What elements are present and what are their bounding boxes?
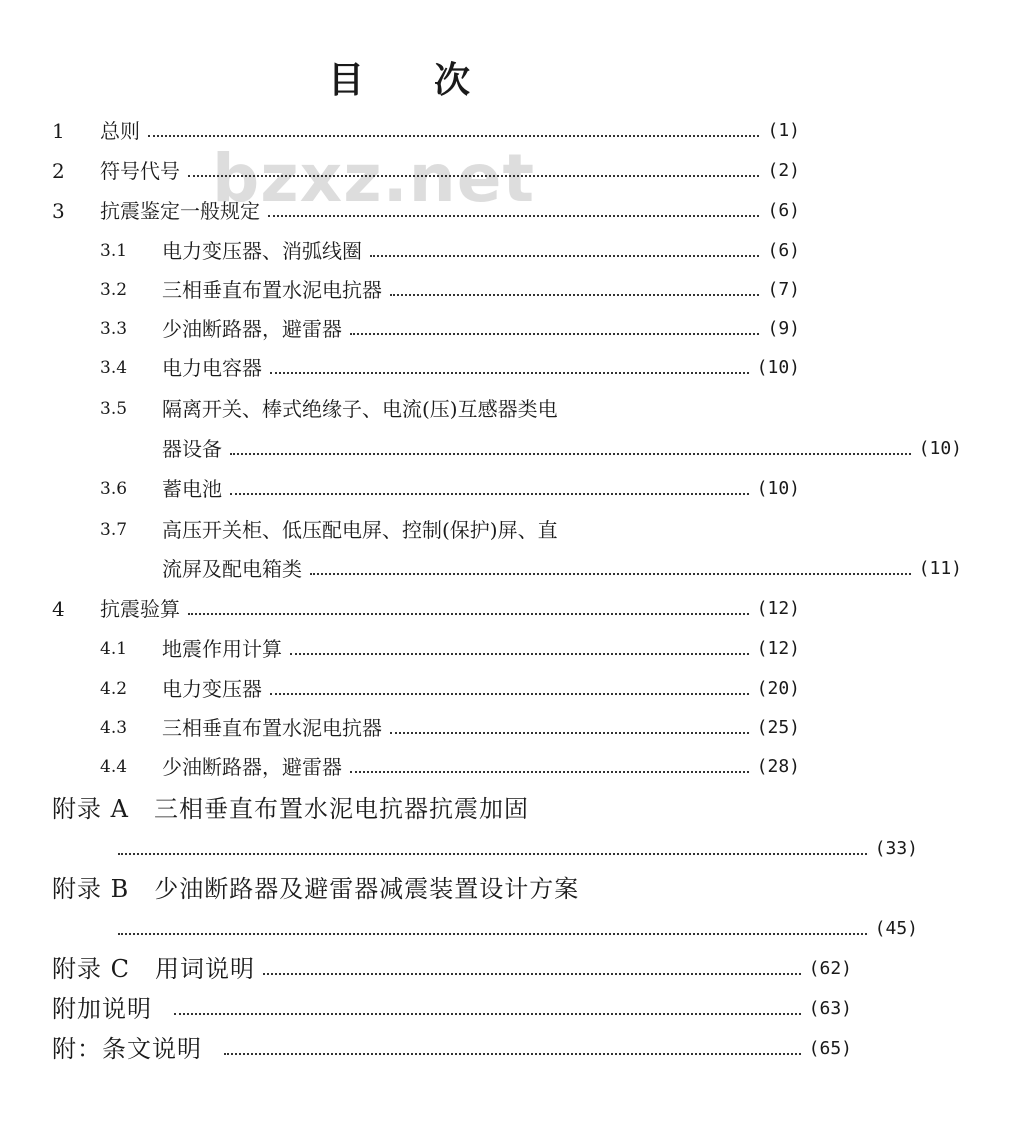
toc-label: 附录 C 用词说明 <box>52 955 255 983</box>
toc-number: 4.1 <box>100 639 128 659</box>
toc-entry-3-4[interactable] <box>0 349 858 381</box>
toc-entry-3-7-cont[interactable] <box>0 550 1020 582</box>
toc-entry-3-6[interactable] <box>0 470 858 502</box>
toc-page: (7) <box>767 279 800 300</box>
dot-leader <box>224 1053 801 1055</box>
toc-label: 电力电容器 <box>162 356 262 380</box>
toc-number: 3.2 <box>100 280 128 300</box>
dot-leader <box>370 255 759 257</box>
toc-number: 2 <box>52 159 65 183</box>
toc-page: (10) <box>756 357 800 378</box>
page-title <box>0 52 800 103</box>
toc-entry-4-1[interactable] <box>0 630 858 662</box>
toc-page: (20) <box>756 678 800 699</box>
dot-leader <box>148 135 759 137</box>
toc-page: (28) <box>756 756 800 777</box>
toc-number: 3 <box>52 199 65 223</box>
title-char-2: 次 <box>434 59 473 101</box>
dot-leader <box>188 175 759 177</box>
dot-leader <box>118 853 867 855</box>
dot-leader <box>270 372 749 374</box>
toc-number: 3.6 <box>100 479 128 499</box>
dot-leader <box>390 294 759 296</box>
toc-number: 3.5 <box>100 399 128 419</box>
toc-label: 三相垂直布置水泥电抗器 <box>162 278 382 302</box>
toc-label: 抗震鉴定一般规定 <box>100 199 260 223</box>
toc-label: 附录 A 三相垂直布置水泥电抗器抗震加固 <box>52 795 529 823</box>
toc-entry-3-1[interactable] <box>0 232 858 264</box>
toc-page: (12) <box>756 598 800 619</box>
dot-leader <box>118 933 867 935</box>
toc-clause-explanation[interactable] <box>0 1030 910 1062</box>
toc-label: 电力变压器 <box>162 677 262 701</box>
toc-appendix-b[interactable] <box>0 870 852 902</box>
toc-entry-4[interactable] <box>0 590 858 622</box>
toc-appendix-b-cont[interactable] <box>0 910 976 942</box>
toc-label: 符号代号 <box>100 159 180 183</box>
toc-entry-4-4[interactable] <box>0 748 858 780</box>
toc-entry-4-3[interactable] <box>0 709 858 741</box>
toc-page: (9) <box>767 318 800 339</box>
toc-label: 流屏及配电箱类 <box>162 557 302 581</box>
toc-number: 3.4 <box>100 358 128 378</box>
dot-leader <box>268 215 759 217</box>
toc-number: 3.7 <box>100 520 128 540</box>
toc-label: 附录 B 少油断路器及避雷器减震装置设计方案 <box>52 875 580 903</box>
toc-entry-3-5[interactable] <box>0 390 800 422</box>
toc-label: 器设备 <box>162 437 222 461</box>
toc-appendix-a-cont[interactable] <box>0 830 976 862</box>
toc-number: 4 <box>52 597 65 621</box>
toc-page: (10) <box>918 438 962 459</box>
toc-entry-4-2[interactable] <box>0 670 858 702</box>
dot-leader <box>350 771 749 773</box>
dot-leader <box>263 973 801 975</box>
toc-page: (25) <box>756 717 800 738</box>
toc-page: (2) <box>767 160 800 181</box>
toc-page: (63) <box>808 998 852 1019</box>
dot-leader <box>230 493 749 495</box>
dot-leader <box>350 333 759 335</box>
toc-label: 蓄电池 <box>162 477 222 501</box>
toc-label: 总则 <box>100 119 140 143</box>
toc-label: 三相垂直布置水泥电抗器 <box>162 716 382 740</box>
dot-leader <box>270 693 749 695</box>
dot-leader <box>174 1013 801 1015</box>
toc-additional-notes[interactable] <box>0 990 910 1022</box>
toc-page: (62) <box>808 958 852 979</box>
toc-appendix-c[interactable] <box>0 950 910 982</box>
toc-entry-3-3[interactable] <box>0 310 858 342</box>
watermark: bzxz.net <box>212 140 536 217</box>
toc-label: 地震作用计算 <box>162 637 282 661</box>
toc-appendix-a[interactable] <box>0 790 852 822</box>
toc-page: (10) <box>756 478 800 499</box>
toc-page: (1) <box>767 120 800 141</box>
toc-number: 4.4 <box>100 757 128 777</box>
title-char-1: 目 <box>327 59 366 101</box>
dot-leader <box>188 613 749 615</box>
toc-number: 1 <box>52 119 65 143</box>
toc-page: (45) <box>874 918 918 939</box>
dot-leader <box>290 653 749 655</box>
toc-number: 4.3 <box>100 718 128 738</box>
toc-label: 少油断路器，避雷器 <box>162 317 342 341</box>
toc-entry-3-2[interactable] <box>0 271 858 303</box>
dot-leader <box>230 453 911 455</box>
toc-label: 附加说明 <box>52 995 152 1023</box>
toc-label: 电力变压器、消弧线圈 <box>162 239 362 263</box>
toc-entry-3-7[interactable] <box>0 511 800 543</box>
toc-entry-3[interactable] <box>0 192 858 224</box>
toc-label: 高压开关柜、低压配电屏、控制(保护)屏、直 <box>162 518 558 542</box>
toc-label: 抗震验算 <box>100 597 180 621</box>
toc-number: 4.2 <box>100 679 128 699</box>
dot-leader <box>390 732 749 734</box>
toc-page: (33) <box>874 838 918 859</box>
toc-number: 3.3 <box>100 319 128 339</box>
dot-leader <box>310 573 911 575</box>
toc-page: (11) <box>918 558 962 579</box>
toc-label: 少油断路器，避雷器 <box>162 755 342 779</box>
toc-page: (12) <box>756 638 800 659</box>
toc-label: 隔离开关、棒式绝缘子、电流(压)互感器类电 <box>162 397 558 421</box>
toc-page: (6) <box>767 240 800 261</box>
toc-number: 3.1 <box>100 241 128 261</box>
toc-page: (65) <box>808 1038 852 1059</box>
toc-page: (6) <box>767 200 800 221</box>
toc-entry-3-5-cont[interactable] <box>0 430 1020 462</box>
toc-entry-1[interactable] <box>0 112 858 144</box>
toc-label: 附：条文说明 <box>52 1035 202 1063</box>
toc-entry-2[interactable] <box>0 152 858 184</box>
